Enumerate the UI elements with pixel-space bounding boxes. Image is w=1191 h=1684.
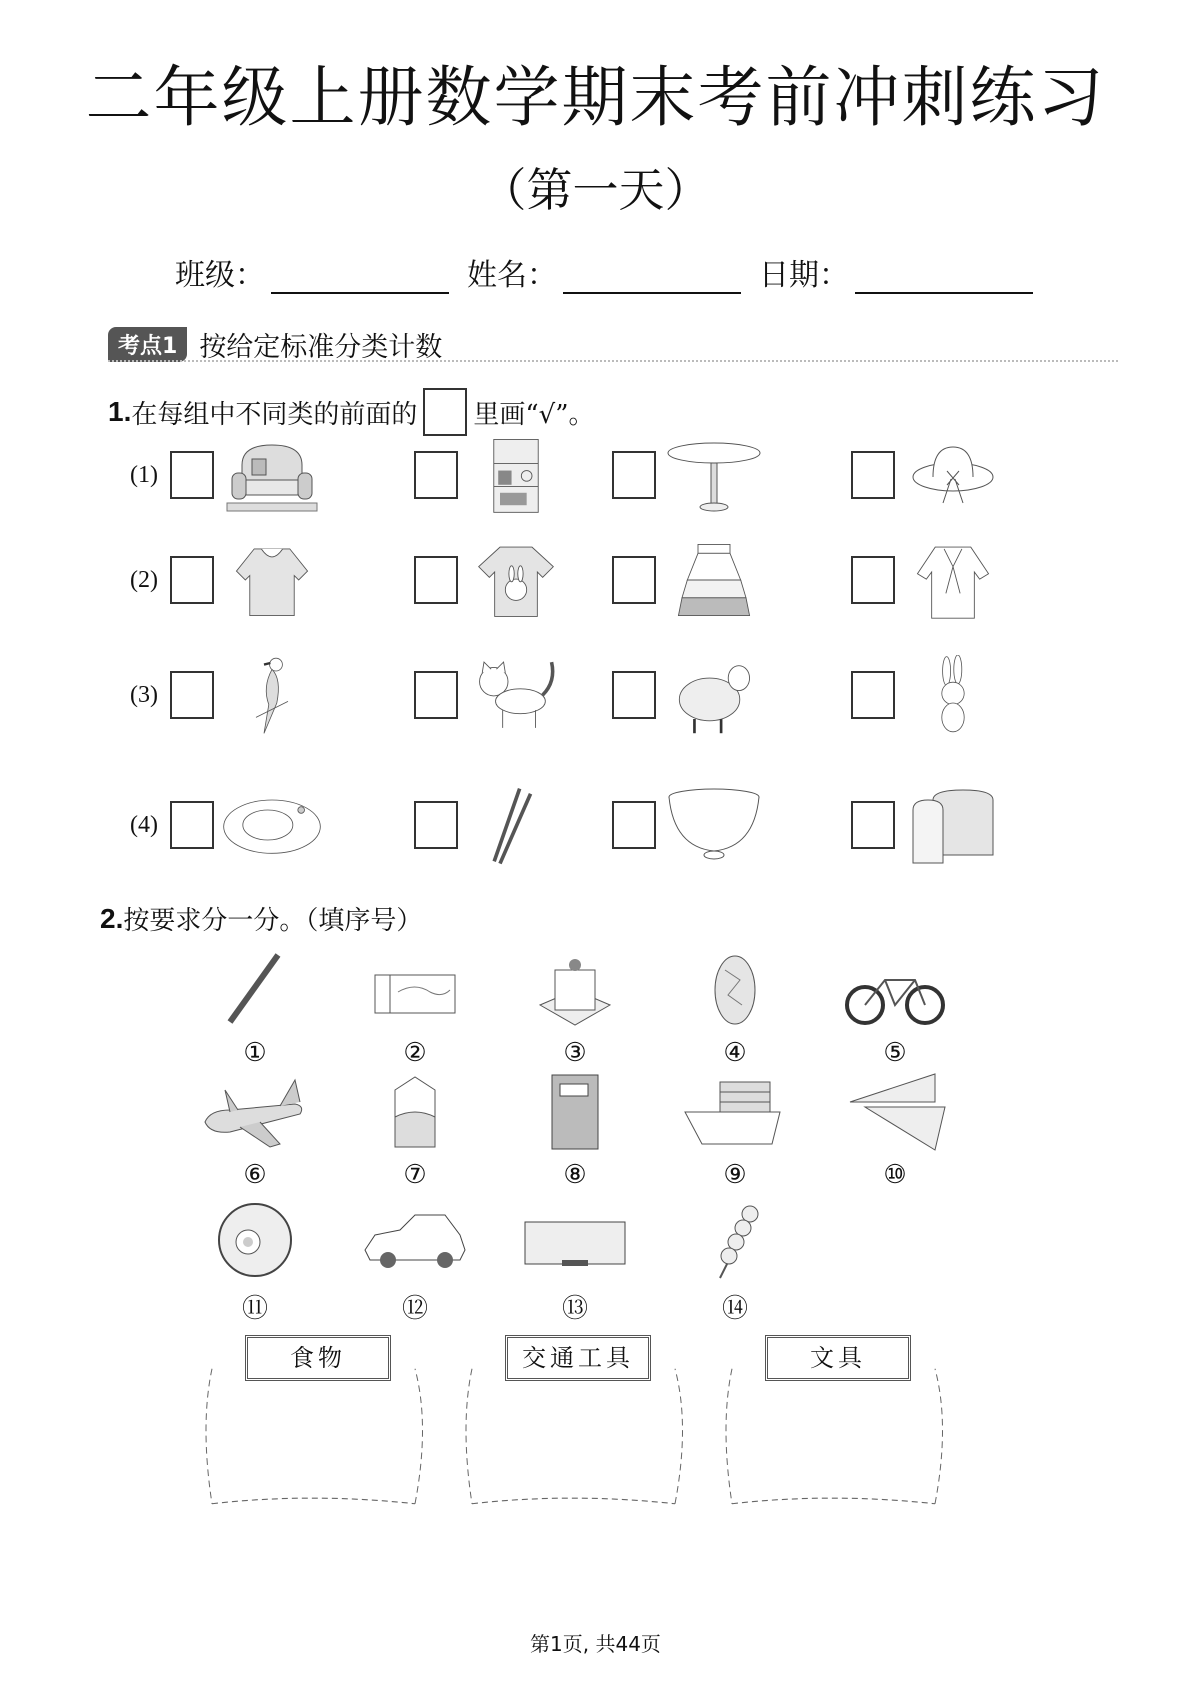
class-field[interactable]: 班级： (175, 250, 449, 294)
skirt-icon (664, 540, 764, 620)
item-notebook: ⑧ (515, 1072, 635, 1190)
page-subtitle: （第一天） (480, 163, 711, 217)
item-pencil: ① (195, 950, 315, 1068)
checkbox[interactable] (851, 451, 895, 499)
question-1-row-4: (4) (130, 770, 1090, 880)
car-icon (360, 1200, 470, 1280)
dotted-divider (108, 360, 1118, 362)
item-eraser: ② (355, 950, 475, 1068)
cabbage-icon (680, 950, 790, 1030)
milk-carton-icon (360, 1072, 470, 1152)
question-2-prompt: 2. 按要求分一分。（填序号） (100, 902, 423, 936)
round-table-icon (664, 435, 764, 515)
bowl-icon (664, 785, 764, 865)
student-info (175, 250, 1033, 294)
checkbox[interactable] (414, 556, 458, 604)
question-1-prompt: 1. 在每组中不同类的前面的 里画“√”。 (108, 388, 595, 436)
item-ship: ⑨ (675, 1072, 795, 1190)
category-food-label: 食物 (245, 1335, 391, 1381)
bread-icon (903, 785, 1003, 865)
bicycle-icon (840, 950, 950, 1030)
section-title: 按给定标准分类计数 (199, 332, 443, 363)
checkbox[interactable] (612, 801, 656, 849)
item-milk-carton: ⑦ (355, 1072, 475, 1190)
checkbox[interactable] (414, 671, 458, 719)
pencil-icon (200, 950, 310, 1030)
noodle-bowl-icon (200, 1200, 310, 1280)
question-1-row-1: (1) (130, 420, 1090, 530)
airplane-icon (200, 1072, 310, 1152)
checkbox[interactable] (851, 671, 895, 719)
bookshelf-icon (466, 435, 566, 515)
name-field[interactable]: 姓名： (467, 250, 741, 294)
checkbox[interactable] (851, 556, 895, 604)
blouse-icon (222, 540, 322, 620)
bow-blouse-icon (903, 540, 1003, 620)
item-rice-balls-skewer: ⑭ (675, 1200, 795, 1325)
checkbox[interactable] (414, 451, 458, 499)
category-food-box[interactable] (200, 1335, 430, 1495)
rabbit-t-shirt-icon (466, 540, 566, 620)
rabbit-icon (903, 655, 1003, 735)
chopsticks-icon (466, 785, 566, 865)
section-header (108, 325, 442, 364)
sun-hat-icon (903, 435, 1003, 515)
rice-balls-skewer-icon (680, 1200, 790, 1280)
class-blank[interactable] (271, 262, 449, 294)
item-set-squares: ⑩ (835, 1072, 955, 1190)
question-1-row-2: (2) (130, 525, 1090, 635)
item-pencil-case: ⑬ (515, 1200, 635, 1325)
checkbox[interactable] (612, 451, 656, 499)
sofa-icon (222, 435, 322, 515)
item-bicycle: ⑤ (835, 950, 955, 1068)
category-stationery-label: 文具 (765, 1335, 911, 1381)
page-number: 第1页, 共44页 (530, 1632, 661, 1656)
sheep-icon (664, 655, 764, 735)
checkbox[interactable] (170, 556, 214, 604)
page-title: 二年级上册数学期末考前冲刺练习 (85, 59, 1106, 136)
category-transport-box[interactable] (460, 1335, 690, 1495)
section-tag: 考点1 (108, 327, 187, 362)
checkbox[interactable] (851, 801, 895, 849)
date-blank[interactable] (855, 262, 1033, 294)
item-airplane: ⑥ (195, 1072, 315, 1190)
name-blank[interactable] (563, 262, 741, 294)
item-cake: ③ (515, 950, 635, 1068)
plate-icon (222, 785, 322, 865)
cake-icon (520, 950, 630, 1030)
date-field[interactable]: 日期： (759, 250, 1033, 294)
checkbox[interactable] (612, 671, 656, 719)
item-car: ⑫ (355, 1200, 475, 1325)
bird-icon (222, 655, 322, 735)
item-cabbage: ④ (675, 950, 795, 1068)
category-transport-label: 交通工具 (505, 1335, 651, 1381)
ship-icon (680, 1072, 790, 1152)
question-1-row-3: (3) (130, 640, 1090, 750)
checkbox[interactable] (170, 671, 214, 719)
cat-icon (466, 655, 566, 735)
category-stationery-box[interactable] (720, 1335, 950, 1495)
checkbox[interactable] (414, 801, 458, 849)
pencil-case-icon (520, 1200, 630, 1280)
notebook-icon (520, 1072, 630, 1152)
checkbox[interactable] (612, 556, 656, 604)
checkbox[interactable] (170, 801, 214, 849)
eraser-icon (360, 950, 470, 1030)
checkbox[interactable] (170, 451, 214, 499)
set-squares-icon (840, 1072, 950, 1152)
item-noodle-bowl: ⑪ (195, 1200, 315, 1325)
